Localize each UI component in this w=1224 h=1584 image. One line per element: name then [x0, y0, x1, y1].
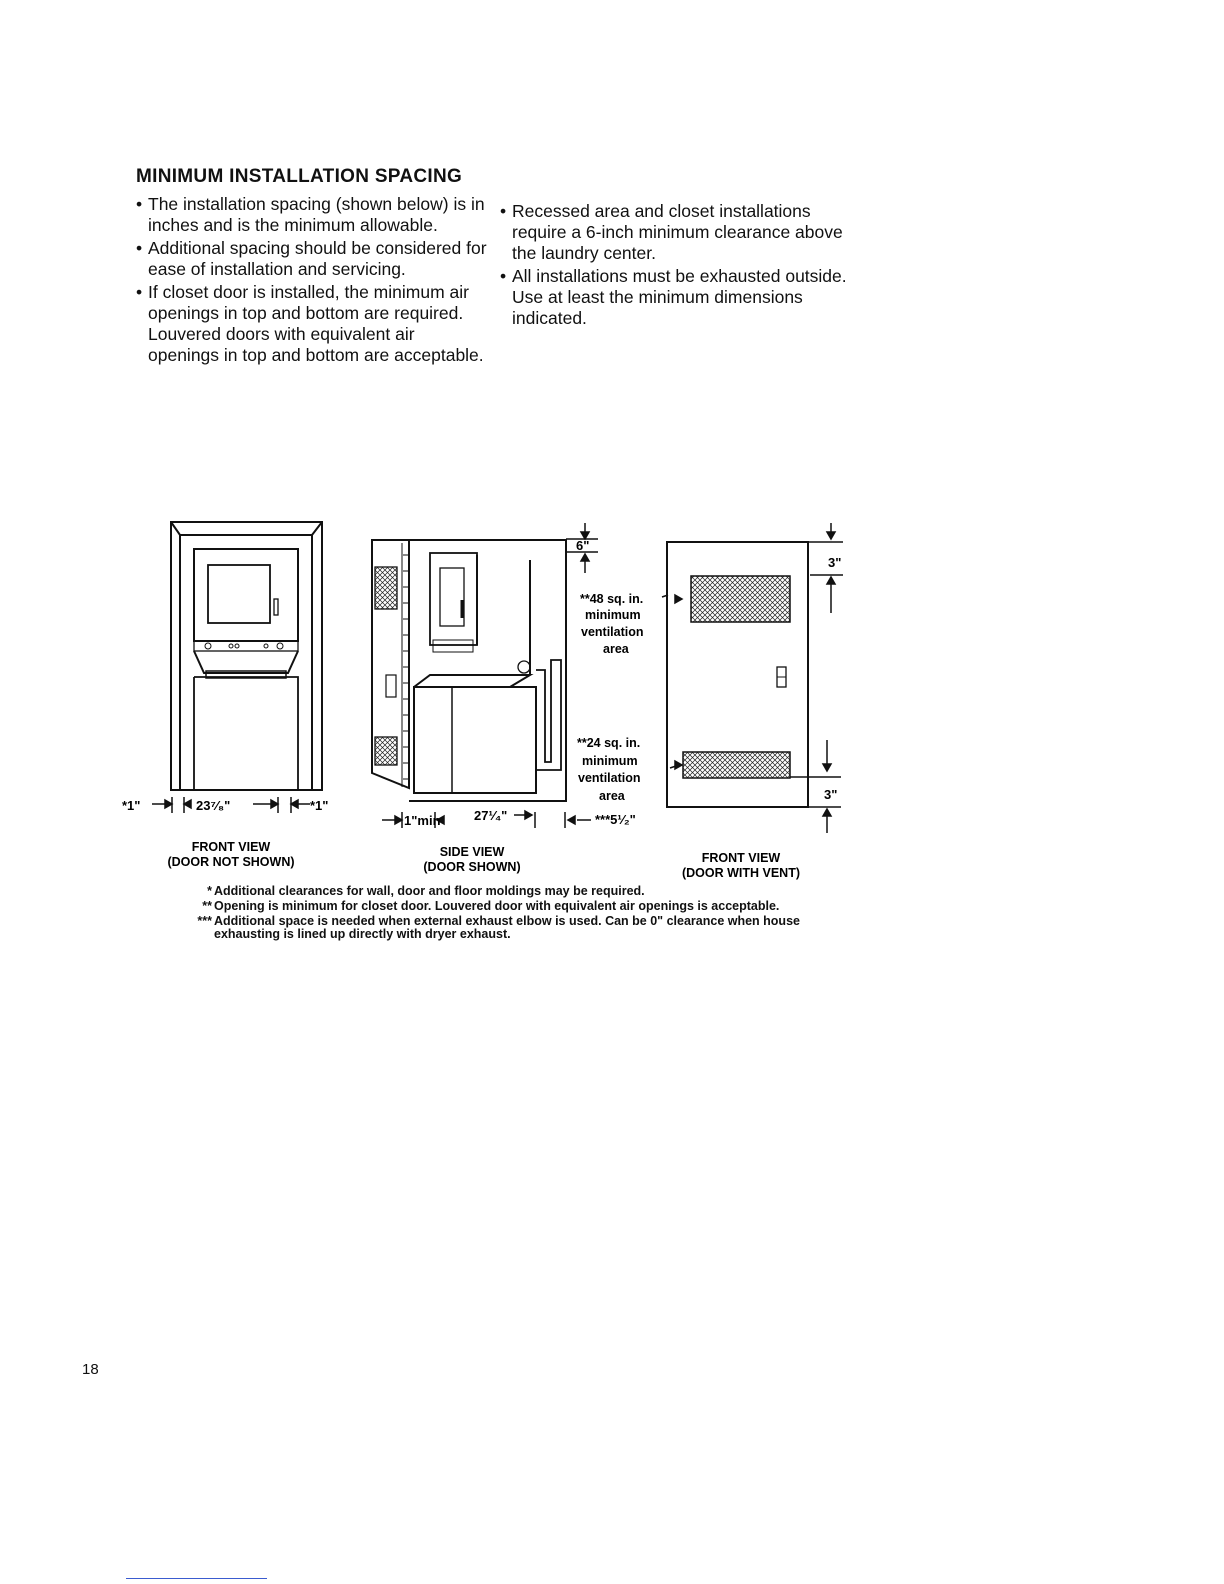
footnote-text: Additional clearances for wall, door and floor moldings may be required.	[214, 884, 645, 898]
bottom-vent-line1: **24 sq. in.	[577, 736, 641, 750]
page-number: 18	[82, 1361, 99, 1378]
bullet-list-left	[136, 194, 488, 368]
bottom-vent-callout	[577, 736, 641, 803]
bullet-item	[500, 266, 852, 329]
bullet-text: • All installations must be exhausted outside. Use at least the minimum dimensions indicated.	[512, 266, 847, 328]
top-vent-line3: ventilation	[581, 625, 644, 639]
bullet-text: • If closet door is installed, the minimum air openings in top and bottom are required. Louvered doors with equivalent air openings in top and bottom are acceptable.	[148, 282, 484, 365]
front-view-vent-drawing	[667, 542, 808, 807]
front-view-vent-title: FRONT VIEW	[701, 851, 781, 865]
dim-side-min: 1"min	[404, 813, 441, 828]
bottom-vent-line2: minimum	[582, 754, 638, 768]
footnote	[186, 900, 806, 913]
side-view-drawing	[372, 540, 566, 801]
front-view-vent-subtitle: (DOOR WITH VENT)	[681, 866, 801, 880]
footnote-text: Opening is minimum for closet door. Louvered door with equivalent air openings is acceptable.	[214, 899, 780, 913]
side-view-subtitle: (DOOR SHOWN)	[423, 860, 521, 874]
footnote	[186, 915, 806, 941]
dim-side-depth: 27¹⁄₄"	[474, 808, 508, 823]
dim-vent-bottom: 3"	[824, 787, 838, 802]
front-view-title: FRONT VIEW	[191, 840, 271, 854]
bottom-vent-line4: area	[599, 789, 625, 803]
dim-left-gap: *1"	[122, 798, 141, 813]
top-vent-line2: minimum	[585, 608, 641, 622]
footnote	[186, 885, 806, 898]
section-heading: MINIMUM INSTALLATION SPACING	[136, 166, 463, 187]
top-vent-callout	[580, 592, 644, 656]
footnote-text: Additional space is needed when external exhaust elbow is used. Can be 0" clearance when house exhausting is lined up directly with dryer exhaust.	[214, 914, 800, 941]
front-view-subtitle: (DOOR NOT SHOWN)	[167, 855, 295, 869]
dim-right-gap: *1"	[310, 798, 329, 813]
bottom-rule	[126, 1578, 267, 1579]
bullet-text: • Recessed area and closet installations require a 6-inch minimum clearance above the laundry center.	[512, 201, 843, 263]
dim-vent-top: 3"	[828, 555, 842, 570]
dim-top-clearance: 6"	[576, 538, 590, 553]
footnote-mark: **	[202, 899, 212, 913]
bullet-item	[136, 238, 488, 280]
bullet-item	[136, 282, 488, 366]
side-view-title: SIDE VIEW	[439, 845, 505, 859]
bullet-text: • The installation spacing (shown below) is in inches and is the minimum allowable.	[148, 194, 485, 235]
footnote-mark: ***	[197, 914, 212, 928]
installation-diagram	[110, 515, 870, 895]
dim-unit-width: 23⁷⁄₈"	[196, 798, 231, 813]
footnotes	[186, 885, 806, 943]
footnote-mark: *	[207, 884, 212, 898]
bullet-item	[136, 194, 488, 236]
bullet-list-right	[500, 201, 852, 331]
bullet-text: • Additional spacing should be considered for ease of installation and servicing.	[148, 238, 487, 279]
bullet-item	[500, 201, 852, 264]
dim-exhaust: ***5¹⁄₂"	[595, 812, 636, 827]
front-view-drawing	[171, 522, 322, 790]
top-vent-line1: **48 sq. in.	[580, 592, 644, 606]
top-vent-line4: area	[603, 642, 629, 656]
bottom-vent-line3: ventilation	[578, 771, 641, 785]
